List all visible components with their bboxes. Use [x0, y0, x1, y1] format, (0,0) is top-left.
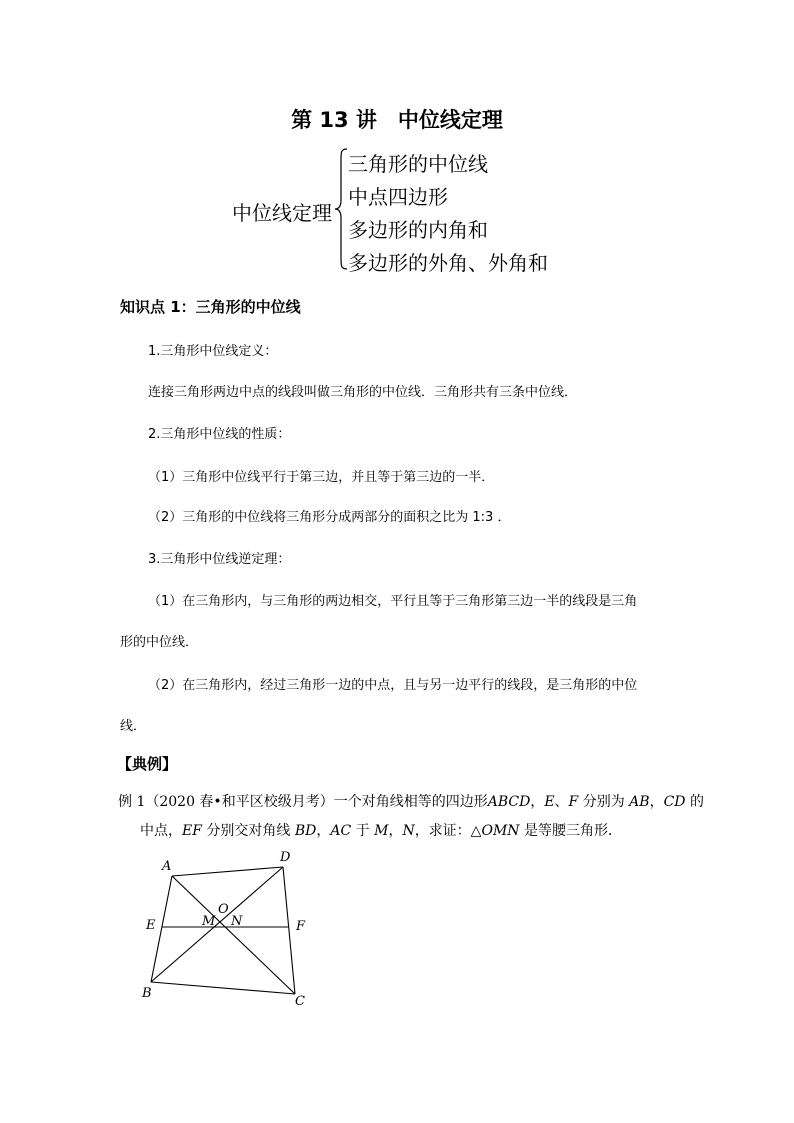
section-title: 知识点 1：三角形的中位线 [120, 298, 301, 316]
example-heading: 【典例】 [117, 755, 178, 773]
label-o: O [218, 902, 229, 917]
label-e: E [146, 918, 156, 933]
label-m: M [202, 914, 216, 929]
quadrilateral-figure [138, 848, 318, 1008]
paragraph: 形的中位线． [120, 635, 199, 650]
tree-item: 中点四边形 [348, 185, 448, 209]
tree-item: 多边形的内角和 [348, 218, 488, 242]
paragraph: （2）三角形的中位线将三角形分成两部分的面积之比为 1:3 ． [148, 510, 511, 525]
paragraph: （1）在三角形内，与三角形的两边相交，平行且等于三角形第三边一半的线段是三角 [148, 594, 638, 609]
tree-item: 三角形的中位线 [348, 152, 488, 176]
brace-icon [334, 148, 348, 270]
label-b: B [142, 986, 152, 1001]
side-ad [172, 867, 283, 876]
paragraph: 3.三角形中位线逆定理： [148, 552, 291, 567]
paragraph: 1.三角形中位线定义： [148, 344, 278, 359]
paragraph: （1）三角形中位线平行于第三边，并且等于第三边的一半． [148, 470, 495, 485]
example-text-line: 中点，EF 分别交对角线 BD，AC 于 M，N，求证：△OMN 是等腰三角形． [140, 823, 622, 839]
paragraph: 线． [120, 719, 147, 734]
label-n: N [231, 914, 243, 929]
tree-root: 中位线定理 [232, 201, 332, 225]
example-text-line: 例 1（2020 春•和平区校级月考）一个对角线相等的四边形ABCD，E、F 分别为 AB，CD 的 [118, 794, 704, 810]
side-cb [151, 982, 295, 994]
label-d: D [280, 850, 291, 865]
diagonal-ac [172, 876, 295, 994]
label-a: A [162, 859, 172, 874]
page-title: 第 13 讲 中位线定理 [291, 108, 503, 132]
tree-item: 多边形的外角、外角和 [348, 251, 548, 275]
label-c: C [295, 994, 305, 1008]
paragraph: 连接三角形两边中点的线段叫做三角形的中位线．三角形共有三条中位线． [148, 385, 578, 400]
side-dc [283, 867, 295, 994]
paragraph: （2）在三角形内，经过三角形一边的中点，且与另一边平行的线段，是三角形的中位 [148, 678, 638, 693]
paragraph: 2.三角形中位线的性质： [148, 427, 291, 442]
label-f: F [296, 919, 306, 934]
